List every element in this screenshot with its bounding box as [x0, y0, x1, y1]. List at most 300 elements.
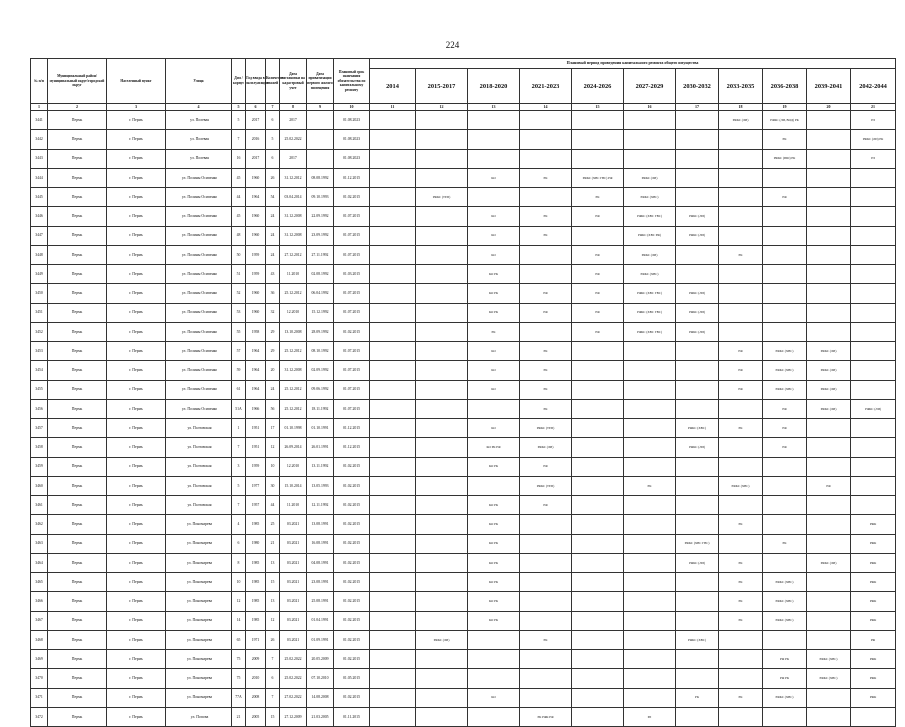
repair-period-cell: [370, 534, 416, 553]
repair-period-cell: [851, 380, 896, 399]
repair-period-cell: РФК: [851, 688, 896, 707]
cadastre-date-cell: 25.12.2012: [280, 380, 307, 399]
floors-cell: 26: [266, 630, 280, 649]
repair-period-cell: РФКС (ХВС): [676, 419, 719, 438]
settlement-cell: г. Пермь: [107, 130, 166, 149]
repair-period-cell: [851, 322, 896, 341]
repair-period-cell: [676, 496, 719, 515]
repair-period-cell: РК: [763, 534, 807, 553]
settlement-cell: г. Пермь: [107, 265, 166, 284]
table-row: [31, 534, 896, 553]
house-cell: 77А: [232, 688, 246, 707]
repair-period-cell: КО РК: [468, 611, 520, 630]
repair-period-cell: [763, 245, 807, 264]
row-number: 3449: [31, 265, 48, 284]
repair-period-cell: [572, 476, 624, 495]
row-number: 3460: [31, 476, 48, 495]
plan-deadline-cell: 01.02.2015: [334, 188, 370, 207]
repair-period-cell: [676, 380, 719, 399]
municipality-cell: Пермь: [48, 457, 107, 476]
repair-period-cell: РФК: [851, 534, 896, 553]
year-built-cell: 1960: [246, 284, 266, 303]
privatization-date-cell: 18.11.1992: [307, 399, 334, 418]
floors-cell: 25: [266, 515, 280, 534]
repair-period-cell: [851, 265, 896, 284]
repair-period-cell: [520, 573, 572, 592]
repair-period-cell: [520, 669, 572, 688]
repair-period-cell: КО РК: [468, 553, 520, 572]
repair-period-cell: [719, 669, 763, 688]
table-row: [31, 611, 896, 630]
privatization-date-cell: 27.11.1992: [307, 245, 334, 264]
year-built-cell: 1985: [246, 573, 266, 592]
house-cell: 65: [232, 630, 246, 649]
repair-period-cell: [676, 111, 719, 130]
repair-period-cell: [520, 688, 572, 707]
repair-period-cell: РК: [719, 611, 763, 630]
repair-period-cell: [520, 650, 572, 669]
street-cell: ул. Попова: [166, 707, 232, 726]
table-row: [31, 553, 896, 572]
plan-deadline-cell: 01.08.2023: [334, 111, 370, 130]
repair-period-cell: РФКС (ХВС ГВС): [676, 534, 719, 553]
repair-period-cell: [676, 188, 719, 207]
house-cell: 57: [232, 342, 246, 361]
repair-period-cell: [676, 515, 719, 534]
repair-period-cell: [370, 284, 416, 303]
privatization-date-cell: 28.09.1992: [307, 322, 334, 341]
settlement-cell: г. Пермь: [107, 188, 166, 207]
street-cell: ул. Полины Осипенко: [166, 399, 232, 418]
year-built-cell: 1960: [246, 207, 266, 226]
privatization-date-cell: 21.03.2005: [307, 707, 334, 726]
repair-period-cell: РК: [719, 419, 763, 438]
privatization-date-cell: 02.09.1992: [307, 361, 334, 380]
municipality-cell: Пермь: [48, 188, 107, 207]
plan-deadline-cell: 01.02.2015: [334, 476, 370, 495]
column-number: 14: [520, 104, 572, 111]
header-settlement: Населенный пункт: [107, 59, 166, 104]
repair-period-cell: [370, 592, 416, 611]
repair-period-cell: [624, 573, 676, 592]
repair-period-cell: РФКС (ХВС ГВС) РФ: [572, 168, 624, 187]
repair-period-cell: РФ: [572, 322, 624, 341]
floors-cell: 54: [266, 188, 280, 207]
floors-cell: 36: [266, 284, 280, 303]
column-number: 5: [232, 104, 246, 111]
privatization-date-cell: 06.04.1992: [307, 284, 334, 303]
repair-period-cell: РФКС (ЛИ, ВОД) РК: [763, 111, 807, 130]
floors-cell: 24: [266, 226, 280, 245]
floors-cell: 6: [266, 669, 280, 688]
repair-period-cell: РФКС (ХВС): [763, 573, 807, 592]
repair-period-cell: [676, 149, 719, 168]
repair-period-cell: [719, 188, 763, 207]
repair-period-cell: [370, 515, 416, 534]
row-number: 3471: [31, 688, 48, 707]
repair-period-cell: КО: [468, 419, 520, 438]
row-number: 3472: [31, 707, 48, 726]
floors-cell: 20: [266, 361, 280, 380]
column-number: 13: [468, 104, 520, 111]
cadastre-date-cell: 03.2021: [280, 573, 307, 592]
repair-period-cell: РК: [719, 553, 763, 572]
plan-deadline-cell: 01.02.2015: [334, 496, 370, 515]
year-built-cell: 1958: [246, 322, 266, 341]
repair-period-cell: [370, 573, 416, 592]
cadastre-date-cell: 11.2010: [280, 496, 307, 515]
repair-period-cell: РФ: [520, 496, 572, 515]
repair-period-cell: РФК: [851, 650, 896, 669]
header-house: Дом / корпус: [232, 59, 246, 104]
cadastre-date-cell: 11.2010: [280, 265, 307, 284]
cadastre-date-cell: 27.02.2022: [280, 688, 307, 707]
column-number: 17: [676, 104, 719, 111]
house-cell: 53: [232, 303, 246, 322]
repair-period-cell: [370, 650, 416, 669]
house-cell: 45: [232, 168, 246, 187]
plan-deadline-cell: 01.07.2015: [334, 380, 370, 399]
repair-schedule-table: [30, 58, 896, 727]
repair-period-cell: [719, 207, 763, 226]
row-number: 3451: [31, 303, 48, 322]
settlement-cell: г. Пермь: [107, 419, 166, 438]
year-built-cell: 1977: [246, 476, 266, 495]
repair-period-cell: КО: [468, 226, 520, 245]
year-built-cell: 1960: [246, 226, 266, 245]
house-cell: 61: [232, 380, 246, 399]
repair-period-cell: [807, 226, 851, 245]
floors-cell: 12: [266, 611, 280, 630]
repair-period-cell: РК: [719, 688, 763, 707]
column-number: 11: [370, 104, 416, 111]
repair-period-cell: [851, 496, 896, 515]
repair-period-cell: [807, 573, 851, 592]
floors-cell: 13: [266, 592, 280, 611]
municipality-cell: Пермь: [48, 111, 107, 130]
repair-period-cell: [719, 149, 763, 168]
privatization-date-cell: 08.10.1992: [307, 342, 334, 361]
municipality-cell: Пермь: [48, 130, 107, 149]
repair-period-cell: РФК: [851, 553, 896, 572]
repair-period-cell: КО РК: [468, 265, 520, 284]
repair-period-cell: [676, 265, 719, 284]
row-number: 3450: [31, 284, 48, 303]
repair-period-cell: РФКС (ХВС): [763, 592, 807, 611]
repair-period-cell: КО РК: [468, 284, 520, 303]
repair-period-cell: [807, 419, 851, 438]
table-row: [31, 650, 896, 669]
repair-period-cell: [370, 111, 416, 130]
house-cell: 12: [232, 592, 246, 611]
repair-period-cell: [370, 553, 416, 572]
year-built-cell: 1966: [246, 399, 266, 418]
repair-period-cell: [370, 342, 416, 361]
repair-period-cell: [624, 688, 676, 707]
repair-period-cell: РФ: [572, 207, 624, 226]
table-row: [31, 226, 896, 245]
plan-deadline-cell: 01.12.2015: [334, 438, 370, 457]
plan-deadline-cell: 01.02.2015: [334, 322, 370, 341]
repair-period-cell: [676, 476, 719, 495]
header-year-2024-2026: 2024-2026: [572, 69, 624, 104]
house-cell: 59: [232, 361, 246, 380]
settlement-cell: г. Пермь: [107, 207, 166, 226]
repair-period-cell: [416, 669, 468, 688]
repair-period-cell: [370, 265, 416, 284]
cadastre-date-cell: 03.2021: [280, 630, 307, 649]
year-built-cell: 1964: [246, 380, 266, 399]
year-built-cell: 1959: [246, 457, 266, 476]
cadastre-date-cell: 31.12.2008: [280, 226, 307, 245]
repair-period-cell: [416, 476, 468, 495]
cadastre-date-cell: 03.04.2014: [280, 188, 307, 207]
repair-period-cell: [416, 611, 468, 630]
repair-period-cell: [572, 650, 624, 669]
plan-deadline-cell: 01.02.2015: [334, 611, 370, 630]
repair-period-cell: РК: [520, 342, 572, 361]
repair-period-cell: РФКС (ЛИ) РК: [851, 130, 896, 149]
repair-period-cell: [807, 592, 851, 611]
repair-period-cell: РФКС (ЛИ): [676, 226, 719, 245]
privatization-date-cell: [307, 149, 334, 168]
repair-period-cell: [624, 611, 676, 630]
repair-period-cell: КО РК: [468, 592, 520, 611]
plan-deadline-cell: 01.02.2015: [334, 630, 370, 649]
plan-deadline-cell: 01.07.2015: [334, 207, 370, 226]
repair-period-cell: РФК: [851, 669, 896, 688]
repair-period-cell: [807, 322, 851, 341]
street-cell: ул. Полины Осипенко: [166, 284, 232, 303]
repair-period-cell: РФКС (ХВС): [763, 380, 807, 399]
cadastre-date-cell: 27.12.2009: [280, 707, 307, 726]
repair-period-cell: РФК: [851, 592, 896, 611]
year-built-cell: 1957: [246, 496, 266, 515]
repair-period-cell: [572, 611, 624, 630]
repair-period-cell: РФ: [807, 476, 851, 495]
repair-period-cell: [851, 707, 896, 726]
year-built-cell: 1980: [246, 534, 266, 553]
privatization-date-cell: 08.08.1992: [307, 168, 334, 187]
repair-period-cell: [763, 707, 807, 726]
repair-period-cell: РК: [520, 168, 572, 187]
floors-cell: 24: [266, 207, 280, 226]
repair-period-cell: РФКС (ПШ) РК: [763, 149, 807, 168]
repair-period-cell: РФКС (ЛИ): [851, 399, 896, 418]
floors-cell: 7: [266, 650, 280, 669]
repair-period-cell: [851, 168, 896, 187]
repair-period-cell: КО: [468, 168, 520, 187]
cadastre-date-cell: 03.2021: [280, 592, 307, 611]
cadastre-date-cell: 31.12.2008: [280, 207, 307, 226]
settlement-cell: г. Пермь: [107, 342, 166, 361]
repair-period-cell: [520, 149, 572, 168]
table-row: [31, 361, 896, 380]
house-cell: 75: [232, 650, 246, 669]
plan-deadline-cell: 01.02.2015: [334, 534, 370, 553]
row-number: 3457: [31, 419, 48, 438]
repair-period-cell: [851, 419, 896, 438]
column-number: 1: [31, 104, 48, 111]
privatization-date-cell: 09.10.1993: [307, 188, 334, 207]
repair-period-cell: [719, 707, 763, 726]
street-cell: ул. Полтавская: [166, 496, 232, 515]
municipality-cell: Пермь: [48, 650, 107, 669]
settlement-cell: г. Пермь: [107, 553, 166, 572]
row-number: 3459: [31, 457, 48, 476]
cadastre-date-cell: 03.2021: [280, 515, 307, 534]
header-num: № п/п: [31, 59, 48, 104]
table-row: [31, 380, 896, 399]
repair-period-cell: [676, 168, 719, 187]
settlement-cell: г. Пермь: [107, 707, 166, 726]
repair-period-cell: РК: [468, 322, 520, 341]
cadastre-date-cell: 25.02.2022: [280, 650, 307, 669]
repair-period-cell: [624, 515, 676, 534]
settlement-cell: г. Пермь: [107, 650, 166, 669]
repair-period-cell: [676, 573, 719, 592]
floors-cell: 24: [266, 245, 280, 264]
street-cell: ул. Полтавская: [166, 438, 232, 457]
floors-cell: 30: [266, 476, 280, 495]
row-number: 3455: [31, 380, 48, 399]
municipality-cell: Пермь: [48, 419, 107, 438]
repair-period-cell: [719, 130, 763, 149]
repair-period-cell: [572, 457, 624, 476]
year-built-cell: 1960: [246, 168, 266, 187]
repair-period-cell: РК: [520, 399, 572, 418]
row-number: 3453: [31, 342, 48, 361]
repair-period-cell: РФКС (ЛИ): [520, 438, 572, 457]
repair-period-cell: [370, 669, 416, 688]
repair-period-cell: [370, 188, 416, 207]
repair-period-cell: [763, 457, 807, 476]
privatization-date-cell: 01.10.1991: [307, 419, 334, 438]
cadastre-date-cell: 25.12.2012: [280, 342, 307, 361]
house-cell: 50: [232, 245, 246, 264]
privatization-date-cell: 15.12.1992: [307, 303, 334, 322]
repair-period-cell: [719, 630, 763, 649]
row-number: 3447: [31, 226, 48, 245]
table-row: [31, 438, 896, 457]
street-cell: ул. Полины Осипенко: [166, 245, 232, 264]
floors-cell: 44: [266, 496, 280, 515]
plan-deadline-cell: 01.02.2015: [334, 592, 370, 611]
table-row: [31, 669, 896, 688]
header-year-2018-2020: 2018-2020: [468, 69, 520, 104]
repair-period-cell: РФКС (ТЕП): [416, 188, 468, 207]
house-cell: 7: [232, 438, 246, 457]
header-year-2027-2029: 2027-2029: [624, 69, 676, 104]
repair-period-cell: [624, 457, 676, 476]
municipality-cell: Пермь: [48, 534, 107, 553]
house-cell: 14: [232, 611, 246, 630]
repair-period-cell: [520, 322, 572, 341]
repair-period-cell: РФ: [763, 399, 807, 418]
repair-period-cell: КО: [468, 245, 520, 264]
house-cell: 7: [232, 496, 246, 515]
municipality-cell: Пермь: [48, 226, 107, 245]
repair-period-cell: [807, 496, 851, 515]
municipality-cell: Пермь: [48, 515, 107, 534]
repair-period-cell: [520, 553, 572, 572]
repair-period-cell: РФКС (ЛИ): [676, 322, 719, 341]
repair-period-cell: [719, 265, 763, 284]
repair-period-cell: [468, 188, 520, 207]
repair-period-cell: [416, 553, 468, 572]
municipality-cell: Пермь: [48, 380, 107, 399]
repair-period-cell: РФКС (ЛИ): [676, 207, 719, 226]
repair-period-cell: РФК: [851, 515, 896, 534]
municipality-cell: Пермь: [48, 592, 107, 611]
municipality-cell: Пермь: [48, 245, 107, 264]
cadastre-date-cell: 31.12.2012: [280, 168, 307, 187]
row-number: 3463: [31, 534, 48, 553]
repair-period-cell: [572, 592, 624, 611]
year-built-cell: 1985: [246, 592, 266, 611]
repair-period-cell: РФКС (ХВС): [676, 630, 719, 649]
column-number: 12: [416, 104, 468, 111]
header-year-built: Год ввода в эксплуатацию: [246, 59, 266, 104]
privatization-date-cell: [307, 111, 334, 130]
repair-period-cell: РК: [719, 245, 763, 264]
repair-period-cell: [624, 419, 676, 438]
floors-cell: 29: [266, 342, 280, 361]
repair-period-cell: РФКС (ХВС): [807, 669, 851, 688]
table-row: [31, 130, 896, 149]
repair-period-cell: [807, 207, 851, 226]
repair-period-cell: [851, 457, 896, 476]
repair-period-cell: РФКС (ЛИ): [676, 303, 719, 322]
street-cell: ул. Полевая: [166, 130, 232, 149]
plan-deadline-cell: 01.02.2015: [334, 457, 370, 476]
street-cell: ул. Полтавская: [166, 457, 232, 476]
street-cell: ул. Пономарева: [166, 515, 232, 534]
year-built-cell: 2005: [246, 707, 266, 726]
plan-deadline-cell: 01.07.2015: [334, 342, 370, 361]
cadastre-date-cell: 13.10.2008: [280, 322, 307, 341]
repair-period-cell: [370, 630, 416, 649]
settlement-cell: г. Пермь: [107, 284, 166, 303]
cadastre-date-cell: 25.12.2012: [280, 399, 307, 418]
repair-period-cell: [416, 650, 468, 669]
cadastre-date-cell: 25.12.2012: [280, 284, 307, 303]
row-number: 3448: [31, 245, 48, 264]
settlement-cell: г. Пермь: [107, 592, 166, 611]
table-row: [31, 399, 896, 418]
repair-period-cell: [676, 457, 719, 476]
settlement-cell: г. Пермь: [107, 303, 166, 322]
repair-period-cell: [370, 476, 416, 495]
privatization-date-cell: 26.01.1991: [307, 438, 334, 457]
settlement-cell: г. Пермь: [107, 149, 166, 168]
floors-cell: 13: [266, 553, 280, 572]
header-municipality: Муниципальный район/муниципальный округ/городской округ: [48, 59, 107, 104]
privatization-date-cell: 23.08.1991: [307, 573, 334, 592]
privatization-date-cell: 12.11.1992: [307, 496, 334, 515]
privatization-date-cell: 23.09.1992: [307, 226, 334, 245]
plan-deadline-cell: 01.08.2023: [334, 149, 370, 168]
repair-period-cell: [370, 611, 416, 630]
column-number: 6: [246, 104, 266, 111]
repair-period-cell: [520, 245, 572, 264]
row-number: 3441: [31, 111, 48, 130]
settlement-cell: г. Пермь: [107, 438, 166, 457]
table-row: [31, 168, 896, 187]
house-cell: 55: [232, 322, 246, 341]
settlement-cell: г. Пермь: [107, 669, 166, 688]
cadastre-date-cell: 2017: [280, 111, 307, 130]
